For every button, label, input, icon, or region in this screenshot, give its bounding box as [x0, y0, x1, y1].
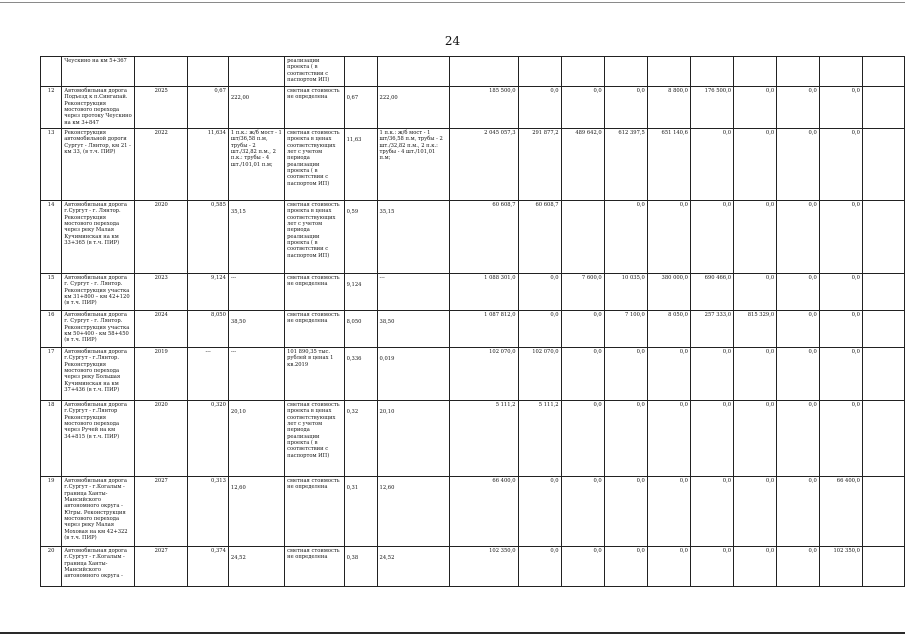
funding-total: 1 087 812,0	[450, 311, 518, 348]
funding-value: 0,0	[561, 311, 604, 348]
funding-value: 0,0	[647, 201, 690, 274]
length-km: 8,050	[188, 311, 229, 348]
object-params-2-text: 35,15	[379, 209, 395, 215]
commission-year: 2019	[135, 348, 188, 401]
object-name: Автомобильная дорога Подъезд к п.Сингапай. Реконструкция мостового перехода через протоку Чеускино на км 3+847	[62, 87, 135, 129]
row-number: 12	[41, 87, 62, 129]
length-km: 9,124	[188, 274, 229, 311]
table-row	[41, 129, 905, 201]
object-params-text: 38,50	[230, 319, 246, 325]
funding-value: 0,0	[690, 348, 733, 401]
investment-projects-table	[40, 56, 905, 587]
funding-value: 0,0	[647, 477, 690, 547]
length-km-2	[344, 57, 377, 87]
object-name: Автомобильная дорога г.Сургут - г.Лянтор. Реконструкция мостового перехода через реку Большая Кучиминская на км 37+436 (в т.ч. ПИР)	[62, 348, 135, 401]
length-km-2-text: 0,336	[346, 356, 362, 362]
funding-value: 0,0	[777, 129, 820, 201]
length-km: 0,313	[188, 477, 229, 547]
table-row	[41, 311, 905, 348]
funding-value: 5 111,2	[518, 401, 561, 477]
table-row	[41, 477, 905, 547]
length-km-2-text: 9,124	[346, 282, 362, 288]
funding-value: 0,0	[819, 401, 862, 477]
row-number: 13	[41, 129, 62, 201]
length-km: 0,585	[188, 201, 229, 274]
funding-value: 0,0	[518, 547, 561, 587]
funding-value: 66 400,0	[819, 477, 862, 547]
funding-value	[647, 57, 690, 87]
table-row	[41, 57, 905, 87]
object-name: Автомобильная дорога г.Сургут - г.Лянтор Реконструкция мостового перехода через Ручей на км 34+815 (в т.ч. ПИР)	[62, 401, 135, 477]
funding-value	[561, 201, 604, 274]
length-km-2	[344, 87, 377, 129]
object-params-2-text: 38,50	[379, 319, 395, 325]
length-km-2	[344, 477, 377, 547]
funding-value: 0,0	[690, 477, 733, 547]
object-name: Автомобильная дорога г.Сургут - г. Лянтор. Реконструкция мостового перехода через реку Малая Кучиминская на км 33+365 (в т.ч. ПИР)	[62, 201, 135, 274]
object-params: ---	[228, 348, 284, 401]
funding-total: 66 400,0	[450, 477, 518, 547]
object-params	[228, 401, 284, 477]
funding-value: 0,0	[734, 201, 777, 274]
length-km-2	[344, 129, 377, 201]
estimated-cost: сметная стоимость не определена	[285, 311, 345, 348]
object-params-text: 20,10	[230, 409, 246, 415]
length-km: 0,320	[188, 401, 229, 477]
funding-value: 0,0	[604, 201, 647, 274]
object-params-text: 222,00	[230, 95, 250, 101]
funding-total: 1 088 301,0	[450, 274, 518, 311]
estimated-cost: сметная стоимость проекта в ценах соответствующих лет с учетом периода реализации проекта ( в соответствии с паспортом ИП)	[285, 401, 345, 477]
commission-year: 2020	[135, 201, 188, 274]
object-params-2-text: 12,60	[379, 485, 395, 491]
length-km-2-text: 0,67	[346, 95, 359, 101]
funding-value: 0,0	[734, 274, 777, 311]
funding-value: 0,0	[690, 129, 733, 201]
object-params	[228, 57, 284, 87]
funding-value: 0,0	[518, 311, 561, 348]
row-number: 17	[41, 348, 62, 401]
page-number: 24	[444, 34, 461, 48]
object-params-2-text: 20,10	[379, 409, 395, 415]
commission-year: 2027	[135, 547, 188, 587]
estimated-cost: 101 890,35 тыс. рублей в ценах 1 кв.2019	[285, 348, 345, 401]
row-number: 18	[41, 401, 62, 477]
object-params-2-text: 222,00	[379, 95, 398, 101]
row-number: 20	[41, 547, 62, 587]
estimated-cost: сметная стоимость не определена	[285, 274, 345, 311]
object-name: Автомобильная дорога г. Сургут - г. Лянтор. Реконструкция участка км 31+800 – км 42+120 (в т.ч. ПИР)	[62, 274, 135, 311]
object-params: 1 п.к.: ж/б мост - 1 шт/36,58 п.м, трубы - 2 шт./32,82 п.м., 2 п.к.: трубы - 4 шт./101,01 п.м;	[228, 129, 284, 201]
funding-value: 0,0	[734, 547, 777, 587]
scan-edge-bottom	[0, 632, 905, 634]
commission-year: 2025	[135, 87, 188, 129]
estimated-cost: сметная стоимость не определена	[285, 477, 345, 547]
funding-value: 0,0	[561, 87, 604, 129]
funding-value: 0,0	[734, 129, 777, 201]
funding-total: 102 350,0	[450, 547, 518, 587]
object-params	[228, 477, 284, 547]
object-params-2	[377, 401, 450, 477]
length-km-2-text: 0,32	[346, 409, 359, 415]
funding-value: 257 333,0	[690, 311, 733, 348]
estimated-cost: сметная стоимость не определена	[285, 547, 345, 587]
funding-total: 102 070,0	[450, 348, 518, 401]
spare-cell	[862, 547, 904, 587]
length-km: ---	[188, 348, 229, 401]
funding-value	[690, 57, 733, 87]
object-params	[228, 87, 284, 129]
spare-cell	[862, 57, 904, 87]
funding-value: 291 877,2	[518, 129, 561, 201]
funding-total: 60 608,7	[450, 201, 518, 274]
object-params-2: ---	[377, 274, 450, 311]
spare-cell	[862, 477, 904, 547]
funding-value: 0,0	[734, 87, 777, 129]
object-params	[228, 311, 284, 348]
funding-value: 0,0	[819, 348, 862, 401]
funding-total: 2 045 057,3	[450, 129, 518, 201]
funding-value: 0,0	[604, 401, 647, 477]
length-km-2-text: 0,31	[346, 485, 359, 491]
funding-value: 102 350,0	[819, 547, 862, 587]
funding-value: 0,0	[561, 477, 604, 547]
funding-value: 0,0	[777, 348, 820, 401]
funding-total	[450, 57, 518, 87]
funding-value: 0,0	[777, 547, 820, 587]
funding-value: 0,0	[604, 477, 647, 547]
funding-value: 815 329,0	[734, 311, 777, 348]
funding-value: 0,0	[777, 477, 820, 547]
length-km	[188, 57, 229, 87]
object-params: ---	[228, 274, 284, 311]
funding-value: 176 500,0	[690, 87, 733, 129]
commission-year: 2022	[135, 129, 188, 201]
funding-total: 185 500,0	[450, 87, 518, 129]
commission-year: 2020	[135, 401, 188, 477]
funding-value: 0,0	[734, 477, 777, 547]
object-params-2	[377, 201, 450, 274]
object-params-2	[377, 348, 450, 401]
object-params-2	[377, 57, 450, 87]
funding-value: 0,0	[647, 401, 690, 477]
funding-value: 0,0	[604, 348, 647, 401]
funding-value: 10 035,0	[604, 274, 647, 311]
funding-value: 0,0	[561, 348, 604, 401]
funding-value: 0,0	[604, 547, 647, 587]
funding-value: 0,0	[690, 547, 733, 587]
table-body	[41, 57, 905, 587]
length-km: 0,374	[188, 547, 229, 587]
object-params-2	[377, 87, 450, 129]
funding-value: 0,0	[819, 311, 862, 348]
funding-value: 0,0	[819, 129, 862, 201]
commission-year: 2023	[135, 274, 188, 311]
commission-year	[135, 57, 188, 87]
funding-value	[734, 57, 777, 87]
funding-value: 60 608,7	[518, 201, 561, 274]
funding-value: 0,0	[777, 401, 820, 477]
object-name: Чеускино на км 5+367	[62, 57, 135, 87]
length-km-2	[344, 547, 377, 587]
table-row	[41, 87, 905, 129]
row-number: 15	[41, 274, 62, 311]
object-params-2-text: 0,019	[379, 356, 395, 362]
object-name: Реконструкция автомобильной дороги Сургут - Лянтор, км 21 - км 33, (в т.ч. ПИР)	[62, 129, 135, 201]
funding-value: 0,0	[819, 87, 862, 129]
estimated-cost: реализации проекта ( в соответствии с паспортом ИП)	[285, 57, 345, 87]
object-params-2	[377, 547, 450, 587]
row-number	[41, 57, 62, 87]
row-number: 14	[41, 201, 62, 274]
funding-value: 612 397,5	[604, 129, 647, 201]
object-params-text: 35,15	[230, 209, 246, 215]
funding-value: 0,0	[777, 274, 820, 311]
funding-value: 0,0	[604, 87, 647, 129]
length-km-2	[344, 401, 377, 477]
spare-cell	[862, 129, 904, 201]
length-km-2	[344, 348, 377, 401]
table-row	[41, 547, 905, 587]
funding-value: 7 100,0	[604, 311, 647, 348]
object-params-2: 1 п.к.: ж/б мост - 1 шт/36,58 п.м, трубы - 2 шт./32,82 п.м., 2 п.к.: трубы - 4 шт./101,01 п.м;	[377, 129, 450, 201]
funding-value: 0,0	[518, 274, 561, 311]
funding-value: 0,0	[777, 201, 820, 274]
length-km-2-text: 0,38	[346, 555, 359, 561]
commission-year: 2024	[135, 311, 188, 348]
funding-value: 8 800,0	[647, 87, 690, 129]
length-km-2-text: 0,59	[346, 209, 359, 215]
length-km: 0,67	[188, 87, 229, 129]
object-name: Автомобильная дорога г.Сургут - г.Когалым - граница Ханты-Мансийского автономного округа -	[62, 547, 135, 587]
estimated-cost: сметная стоимость не определена	[285, 87, 345, 129]
length-km-2-text: 8,050	[346, 319, 362, 325]
funding-value: 0,0	[690, 401, 733, 477]
length-km-2	[344, 201, 377, 274]
funding-value	[777, 57, 820, 87]
funding-value: 0,0	[819, 201, 862, 274]
funding-value: 0,0	[518, 477, 561, 547]
object-params-2	[377, 311, 450, 348]
spare-cell	[862, 311, 904, 348]
object-params	[228, 547, 284, 587]
funding-value: 0,0	[777, 311, 820, 348]
funding-value: 102 070,0	[518, 348, 561, 401]
estimated-cost: сметная стоимость проекта в ценах соответствующих лет с учетом периода реализации проекта ( в соответствии с паспортом ИП)	[285, 201, 345, 274]
funding-value	[518, 57, 561, 87]
object-params-text: 24,52	[230, 555, 246, 561]
estimated-cost: сметная стоимость проекта в ценах соответствующих лет с учетом периода реализации проекта ( в соответствии с паспортом ИП)	[285, 129, 345, 201]
row-number: 16	[41, 311, 62, 348]
commission-year: 2027	[135, 477, 188, 547]
funding-value: 7 600,0	[561, 274, 604, 311]
funding-value: 0,0	[734, 348, 777, 401]
funding-value: 489 642,0	[561, 129, 604, 201]
length-km-2	[344, 274, 377, 311]
spare-cell	[862, 87, 904, 129]
funding-value	[604, 57, 647, 87]
funding-value: 0,0	[518, 87, 561, 129]
object-params	[228, 201, 284, 274]
funding-value: 0,0	[734, 401, 777, 477]
spare-cell	[862, 348, 904, 401]
funding-value	[561, 57, 604, 87]
object-name: Автомобильная дорога г.Сургут - г.Когалым - граница Ханты-Мансийского автономного округа - Югры. Реконструкция мостового перехода через реку Малая Моховая на км 42+322 (в т.ч. ПИР)	[62, 477, 135, 547]
funding-value: 0,0	[647, 348, 690, 401]
length-km-2	[344, 311, 377, 348]
table-row	[41, 348, 905, 401]
table-row	[41, 201, 905, 274]
funding-total: 5 111,2	[450, 401, 518, 477]
table-row	[41, 274, 905, 311]
funding-value: 0,0	[647, 547, 690, 587]
row-number: 19	[41, 477, 62, 547]
object-params-2	[377, 477, 450, 547]
funding-value: 0,0	[561, 401, 604, 477]
spare-cell	[862, 401, 904, 477]
table-row	[41, 401, 905, 477]
length-km-2-text: 11,63	[346, 137, 362, 143]
funding-value: 8 050,0	[647, 311, 690, 348]
funding-value: 690 466,0	[690, 274, 733, 311]
object-params-text: 12,60	[230, 485, 246, 491]
funding-value: 0,0	[561, 547, 604, 587]
funding-value: 0,0	[819, 274, 862, 311]
funding-value: 651 140,6	[647, 129, 690, 201]
spare-cell	[862, 274, 904, 311]
funding-value: 380 000,0	[647, 274, 690, 311]
length-km: 11,634	[188, 129, 229, 201]
object-params-2-text: 24,52	[379, 555, 395, 561]
spare-cell	[862, 201, 904, 274]
funding-value	[819, 57, 862, 87]
funding-value: 0,0	[777, 87, 820, 129]
object-name: Автомобильная дорога г. Сургут - г. Лянтор. Реконструкция участка км 50+400 - км 58+450 (в т.ч. ПИР)	[62, 311, 135, 348]
funding-value: 0,0	[690, 201, 733, 274]
scan-edge-top	[0, 2, 905, 3]
